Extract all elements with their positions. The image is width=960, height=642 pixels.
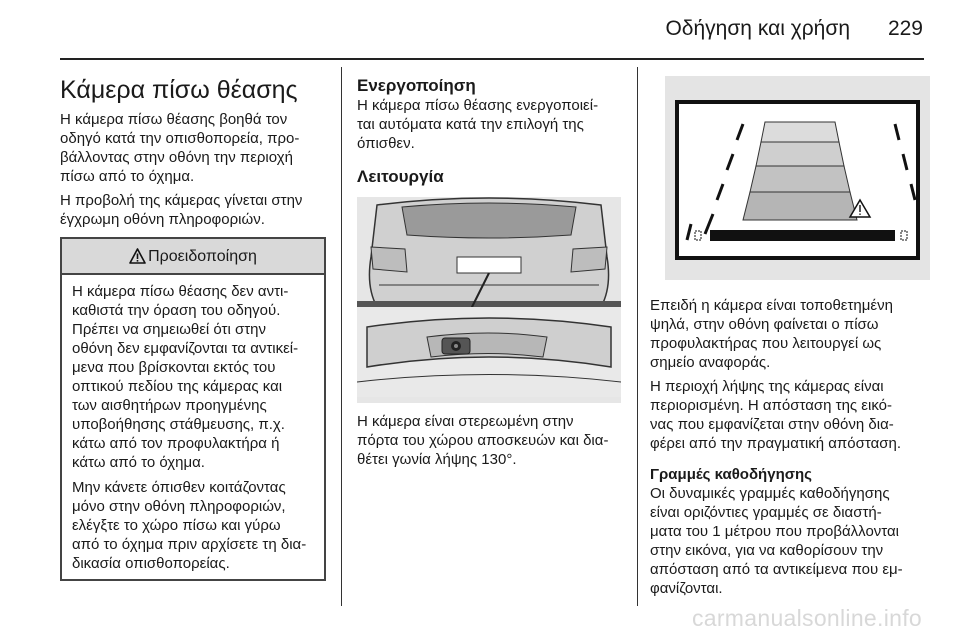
intro-paragraph: Η κάμερα πίσω θέασης βοηθά τον οδηγό κατά την οπισθοπορεία, προ- βάλλοντας στην οθόνη την περιοχή πίσω από το όχημα. bbox=[60, 111, 300, 185]
warning-header bbox=[62, 239, 324, 275]
column-divider bbox=[637, 67, 638, 606]
page-number: 229 bbox=[887, 17, 923, 40]
warning-body bbox=[62, 275, 324, 579]
header-rule bbox=[60, 58, 924, 60]
column-2 bbox=[357, 76, 621, 474]
warning-triangle-icon bbox=[129, 248, 146, 264]
camera-display-illustration bbox=[665, 76, 930, 280]
section-heading: Κάμερα πίσω θέασης bbox=[60, 76, 298, 104]
guidelines-paragraph: Οι δυναμικές γραμμές καθοδήγησης είναι οριζόντιες γραμμές σε διαστή- ματα του 1 μέτρου που προβάλλονται στην εικόνα, για να καθορίσουν την απόσταση από τα αντικείμενα που εμ- φανίζονται. bbox=[650, 485, 903, 597]
display-reference-paragraph: Επειδή η κάμερα είναι τοποθετημένη ψηλά, στην οθόνη φαίνεται ο πίσω προφυλακτήρας που λειτουργεί ως σημείο αναφοράς. bbox=[650, 297, 893, 371]
distance-paragraph: Η περιοχή λήψης της κάμερας είναι περιορισμένη. Η απόσταση της εικό- νας που εμφανίζεται στην οθόνη δια- φέρει από την πραγματική απόσταση. bbox=[650, 378, 902, 452]
watermark: carmanualsonline.info bbox=[691, 605, 922, 631]
guidelines-heading: Γραμμές καθοδήγησης bbox=[650, 466, 812, 483]
column-3 bbox=[650, 76, 930, 603]
rear-camera-location-illustration bbox=[357, 197, 621, 403]
camera-caption: Η κάμερα είναι στερεωμένη στην πόρτα του χώρου αποσκευών και δια- θέτει γωνία λήψης 130°. bbox=[357, 413, 609, 468]
warning-box bbox=[60, 237, 326, 581]
column-divider bbox=[341, 67, 342, 606]
display-paragraph: Η προβολή της κάμερας γίνεται στην έγχρωμη οθόνη πληροφοριών. bbox=[60, 192, 303, 228]
column-1 bbox=[60, 76, 324, 581]
warning-paragraph: Η κάμερα πίσω θέασης δεν αντι- καθιστά την όραση του οδηγού. Πρέπει να σημειωθεί ότι στην οθόνη δεν εμφανίζονται τα αντικεί- μενα που βρίσκονται εκτός του οπτικού πεδίου της κάμερας και των αισθητήρων προηγμένης υποβοήθησης στάθμευσης, π.χ. κάτω από τον προφυλακτήρα ή κάτω από το όχημα. bbox=[72, 283, 299, 471]
warning-title: Προειδοποίηση bbox=[148, 247, 257, 265]
activation-heading: Ενεργοποίηση bbox=[357, 76, 476, 95]
running-header-title: Οδήγηση και χρήση bbox=[665, 17, 850, 40]
warning-paragraph: Μην κάνετε όπισθεν κοιτάζοντας μόνο στην οθόνη πληροφοριών, ελέγξτε το χώρο πίσω και γύρω από το όχημα πριν αρχίσετε τη δια- δικασία οπισθοπορείας. bbox=[72, 479, 307, 572]
operation-heading: Λειτουργία bbox=[357, 167, 444, 186]
activation-paragraph: Η κάμερα πίσω θέασης ενεργοποιεί- ται αυτόματα κατά την επιλογή της όπισθεν. bbox=[357, 97, 599, 152]
